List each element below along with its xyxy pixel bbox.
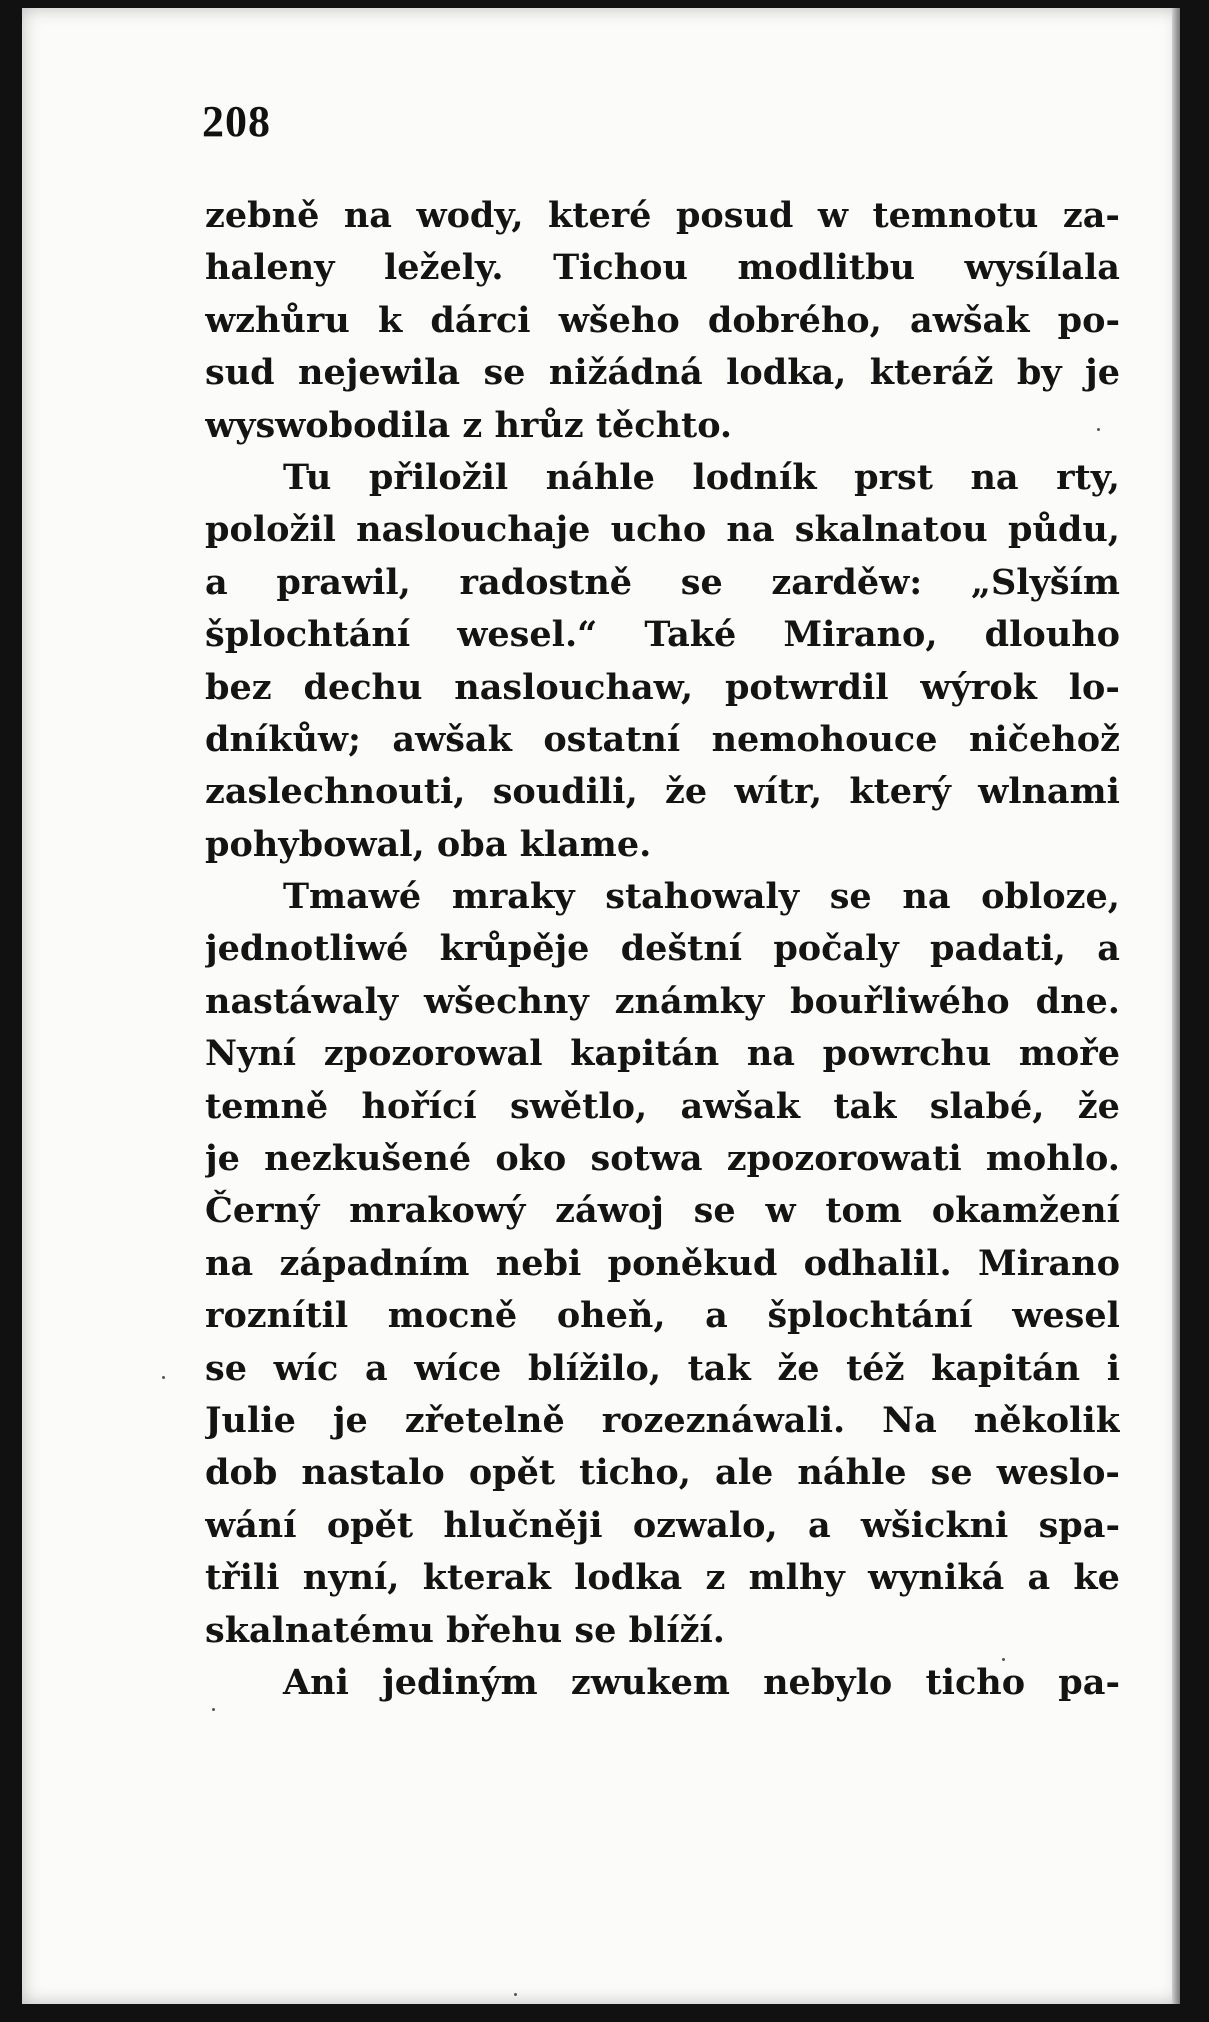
word: jednotliwé — [205, 928, 409, 970]
word: počaly — [773, 928, 899, 970]
text-line — [205, 1081, 1120, 1133]
word: k — [377, 299, 403, 341]
word: hlučněji — [443, 1504, 603, 1546]
word: wání — [205, 1504, 297, 1546]
word: swětlo, — [510, 1085, 648, 1127]
word: který — [849, 771, 951, 813]
word: poněkud — [607, 1242, 778, 1284]
word: se — [205, 1347, 247, 1389]
word: zaslechnouti, — [205, 771, 466, 813]
word: potwrdil — [724, 666, 889, 708]
word: mrakowý — [349, 1190, 526, 1232]
word: ozwalo, — [632, 1504, 778, 1546]
word: ležely. — [384, 247, 504, 289]
word: wysílala — [964, 247, 1120, 289]
word: Tu — [283, 456, 332, 498]
scan-speck — [514, 1993, 517, 1996]
word: se — [680, 561, 723, 603]
text-line-paragraph-start — [205, 1657, 1120, 1709]
word: skalnatou — [794, 509, 988, 551]
word: zpozorowal — [323, 1033, 543, 1075]
word: temnotu — [872, 195, 1039, 236]
word: powrchu — [822, 1033, 992, 1075]
text-line — [205, 1290, 1120, 1342]
text-line: pohybowal, oba klame. — [205, 823, 652, 865]
text-line — [205, 662, 1120, 714]
word: wšickni — [860, 1504, 1009, 1546]
word: posud — [675, 195, 794, 236]
word: slabé, — [929, 1085, 1045, 1127]
word: Nyní — [205, 1033, 297, 1075]
text-line: skalnatému břehu se blíží. — [205, 1609, 725, 1651]
text-line — [205, 1343, 1120, 1395]
word: ničehož — [968, 718, 1120, 760]
word: naslouchaw, — [454, 666, 694, 708]
word: Mirano — [978, 1242, 1120, 1284]
word: nebylo — [763, 1661, 893, 1703]
word: se — [693, 1190, 736, 1232]
word: ucho — [610, 509, 707, 551]
word: kteráž — [869, 352, 994, 394]
word: ticho, — [579, 1452, 691, 1494]
word: dechu — [303, 666, 423, 708]
word: na — [746, 1033, 795, 1075]
word: ale — [715, 1452, 774, 1494]
word: moře — [1018, 1033, 1120, 1075]
word: dlouho — [984, 614, 1120, 656]
word: se — [829, 876, 872, 918]
word: prawil, — [276, 561, 411, 603]
word: zřetelně — [404, 1399, 565, 1441]
word: haleny — [205, 247, 335, 289]
word: se — [483, 352, 526, 394]
word: krůpěje — [439, 928, 590, 970]
word: na — [343, 195, 392, 236]
word: opět — [468, 1452, 556, 1494]
word: awšak — [392, 718, 512, 760]
page-edge-shadow — [1172, 8, 1180, 2004]
word: je — [1085, 352, 1120, 394]
word: je — [205, 1138, 240, 1180]
text-line — [205, 1238, 1120, 1290]
word: které — [548, 195, 652, 236]
word: jediným — [382, 1661, 538, 1703]
book-page — [22, 8, 1180, 2004]
word: dne. — [1035, 980, 1120, 1022]
text-line — [205, 1447, 1120, 1499]
word: ke — [1073, 1557, 1120, 1599]
text-line — [205, 347, 1120, 399]
word: z — [705, 1557, 726, 1599]
text-line — [205, 295, 1120, 347]
word: nastalo — [301, 1452, 445, 1494]
word: nejewila — [298, 352, 461, 394]
word: zpozorowati — [726, 1138, 962, 1180]
text-line — [205, 242, 1120, 294]
word: wesel — [1012, 1295, 1120, 1337]
word: wítr, — [734, 771, 823, 813]
word: lodka, — [726, 352, 847, 394]
word: wesel.“ — [457, 614, 598, 656]
word: obloze, — [981, 876, 1120, 918]
text-line — [205, 1133, 1120, 1185]
word: šplochtání — [767, 1295, 973, 1337]
word: dob — [205, 1452, 278, 1494]
word: půdu, — [1007, 509, 1120, 551]
word: modlitbu — [737, 247, 916, 289]
word: wody, — [416, 195, 524, 236]
word: nyní, — [302, 1557, 400, 1599]
word: mlhy — [748, 1557, 845, 1599]
word: Na — [882, 1399, 937, 1441]
word: náhle — [545, 456, 655, 498]
word: několik — [973, 1399, 1120, 1441]
word: wíce — [414, 1347, 502, 1389]
word: nižádná — [548, 352, 703, 394]
word: ostatní — [543, 718, 681, 760]
text-line — [205, 609, 1120, 661]
scan-speck — [212, 1708, 215, 1711]
text-line — [205, 504, 1120, 556]
word: dníkůw; — [205, 718, 361, 760]
word: nemohouce — [711, 718, 938, 760]
word: a — [205, 561, 228, 603]
word: a — [1097, 928, 1120, 970]
word: Julie — [205, 1399, 296, 1441]
word: oheň, — [556, 1295, 666, 1337]
word: nezkušené — [264, 1138, 472, 1180]
word: rty, — [1056, 456, 1120, 498]
word: awšak — [910, 299, 1030, 341]
text-line-paragraph-start — [205, 871, 1120, 923]
word: a — [807, 1504, 831, 1546]
word: sotwa — [590, 1138, 703, 1180]
text-line — [205, 976, 1120, 1028]
word: soudili, — [492, 771, 638, 813]
word: awšak — [680, 1085, 800, 1127]
word: a — [364, 1347, 388, 1389]
word: hořící — [361, 1085, 477, 1127]
word: a — [1027, 1557, 1051, 1599]
word: okamžení — [931, 1190, 1120, 1232]
word: na — [205, 1242, 254, 1284]
word: je — [332, 1399, 368, 1441]
word: pa- — [1058, 1661, 1120, 1703]
word: wlnami — [978, 771, 1120, 813]
word: wýrok — [920, 666, 1037, 708]
word: spa- — [1038, 1504, 1120, 1546]
word: tom — [825, 1190, 902, 1232]
word: blížilo, — [527, 1347, 661, 1389]
word: temně — [205, 1085, 329, 1127]
word: Ani — [283, 1661, 349, 1703]
word: prst — [854, 456, 933, 498]
word: kapitán — [931, 1347, 1081, 1389]
word: wšeho — [558, 299, 680, 341]
word: šplochtání — [205, 614, 411, 656]
word: náhle — [797, 1452, 907, 1494]
word: záwoj — [555, 1190, 664, 1232]
word: wzhůru — [205, 299, 350, 341]
word: na — [902, 876, 951, 918]
word: bouřliwého — [790, 980, 1010, 1022]
word: nebi — [495, 1242, 582, 1284]
word: zebně — [205, 195, 320, 236]
word: a — [705, 1295, 728, 1337]
word: dobrého, — [707, 299, 882, 341]
word: weslo- — [996, 1452, 1120, 1494]
word: Tmawé — [283, 876, 422, 918]
text-line: wyswobodila z hrůz těchto. — [205, 404, 733, 446]
word: oko — [495, 1138, 567, 1180]
word: kapitán — [570, 1033, 720, 1075]
word: rozeznáwali. — [601, 1399, 846, 1441]
word: wšechny — [424, 980, 589, 1022]
text-line — [205, 923, 1120, 975]
word: že — [777, 1347, 820, 1389]
text-line — [205, 190, 1120, 242]
word: naslouchaje — [356, 509, 591, 551]
word: deštní — [620, 928, 743, 970]
word: známky — [614, 980, 765, 1022]
text-line — [205, 714, 1120, 766]
word: mocně — [387, 1295, 518, 1337]
word: w — [817, 195, 849, 236]
word: tak — [687, 1347, 751, 1389]
scan-speck — [1097, 428, 1100, 431]
word: Také — [644, 614, 737, 656]
word: ticho — [925, 1661, 1026, 1703]
word: lo- — [1068, 666, 1120, 708]
word: radostně — [459, 561, 633, 603]
word: po- — [1057, 299, 1120, 341]
word: zwukem — [570, 1661, 730, 1703]
text-line — [205, 1028, 1120, 1080]
text-line — [205, 1500, 1120, 1552]
page-number: 208 — [202, 97, 271, 146]
word: i — [1106, 1347, 1120, 1389]
word: stahowaly — [605, 876, 800, 918]
text-line — [205, 1395, 1120, 1447]
word: padati, — [930, 928, 1066, 970]
word: mohlo. — [985, 1138, 1120, 1180]
word: za- — [1062, 195, 1120, 236]
word: opět — [326, 1504, 414, 1546]
text-line — [205, 766, 1120, 818]
word: třili — [205, 1557, 280, 1599]
word: že — [1077, 1085, 1120, 1127]
word: přiložil — [368, 456, 509, 498]
text-line — [205, 1185, 1120, 1237]
word: na — [970, 456, 1019, 498]
word: též — [846, 1347, 905, 1389]
word: w — [765, 1190, 796, 1232]
word: západním — [279, 1242, 470, 1284]
word: kterak — [422, 1557, 551, 1599]
word: se — [930, 1452, 973, 1494]
word: wíc — [273, 1347, 339, 1389]
scan-speck — [162, 1376, 165, 1379]
word: lodník — [692, 456, 817, 498]
word: sud — [205, 352, 275, 394]
word: Černý — [205, 1190, 320, 1232]
word: tak — [833, 1085, 897, 1127]
word: roznítil — [205, 1295, 349, 1337]
word: mraky — [451, 876, 575, 918]
text-line — [205, 1552, 1120, 1604]
word: Mirano, — [783, 614, 938, 656]
body-text — [205, 190, 1120, 1709]
text-line — [205, 557, 1120, 609]
word: „Slyším — [970, 561, 1120, 603]
word: dárci — [430, 299, 531, 341]
word: že — [665, 771, 708, 813]
text-line-paragraph-start — [205, 452, 1120, 504]
word: bez — [205, 666, 272, 708]
word: na — [726, 509, 775, 551]
word: lodka — [574, 1557, 683, 1599]
word: zarděw: — [771, 561, 923, 603]
word: by — [1016, 352, 1062, 394]
word: odhalil. — [803, 1242, 952, 1284]
word: Tichou — [553, 247, 688, 289]
scan-speck — [1002, 1658, 1005, 1661]
word: nastáwaly — [205, 980, 399, 1022]
word: položil — [205, 509, 336, 551]
word: wyniká — [868, 1557, 1005, 1599]
